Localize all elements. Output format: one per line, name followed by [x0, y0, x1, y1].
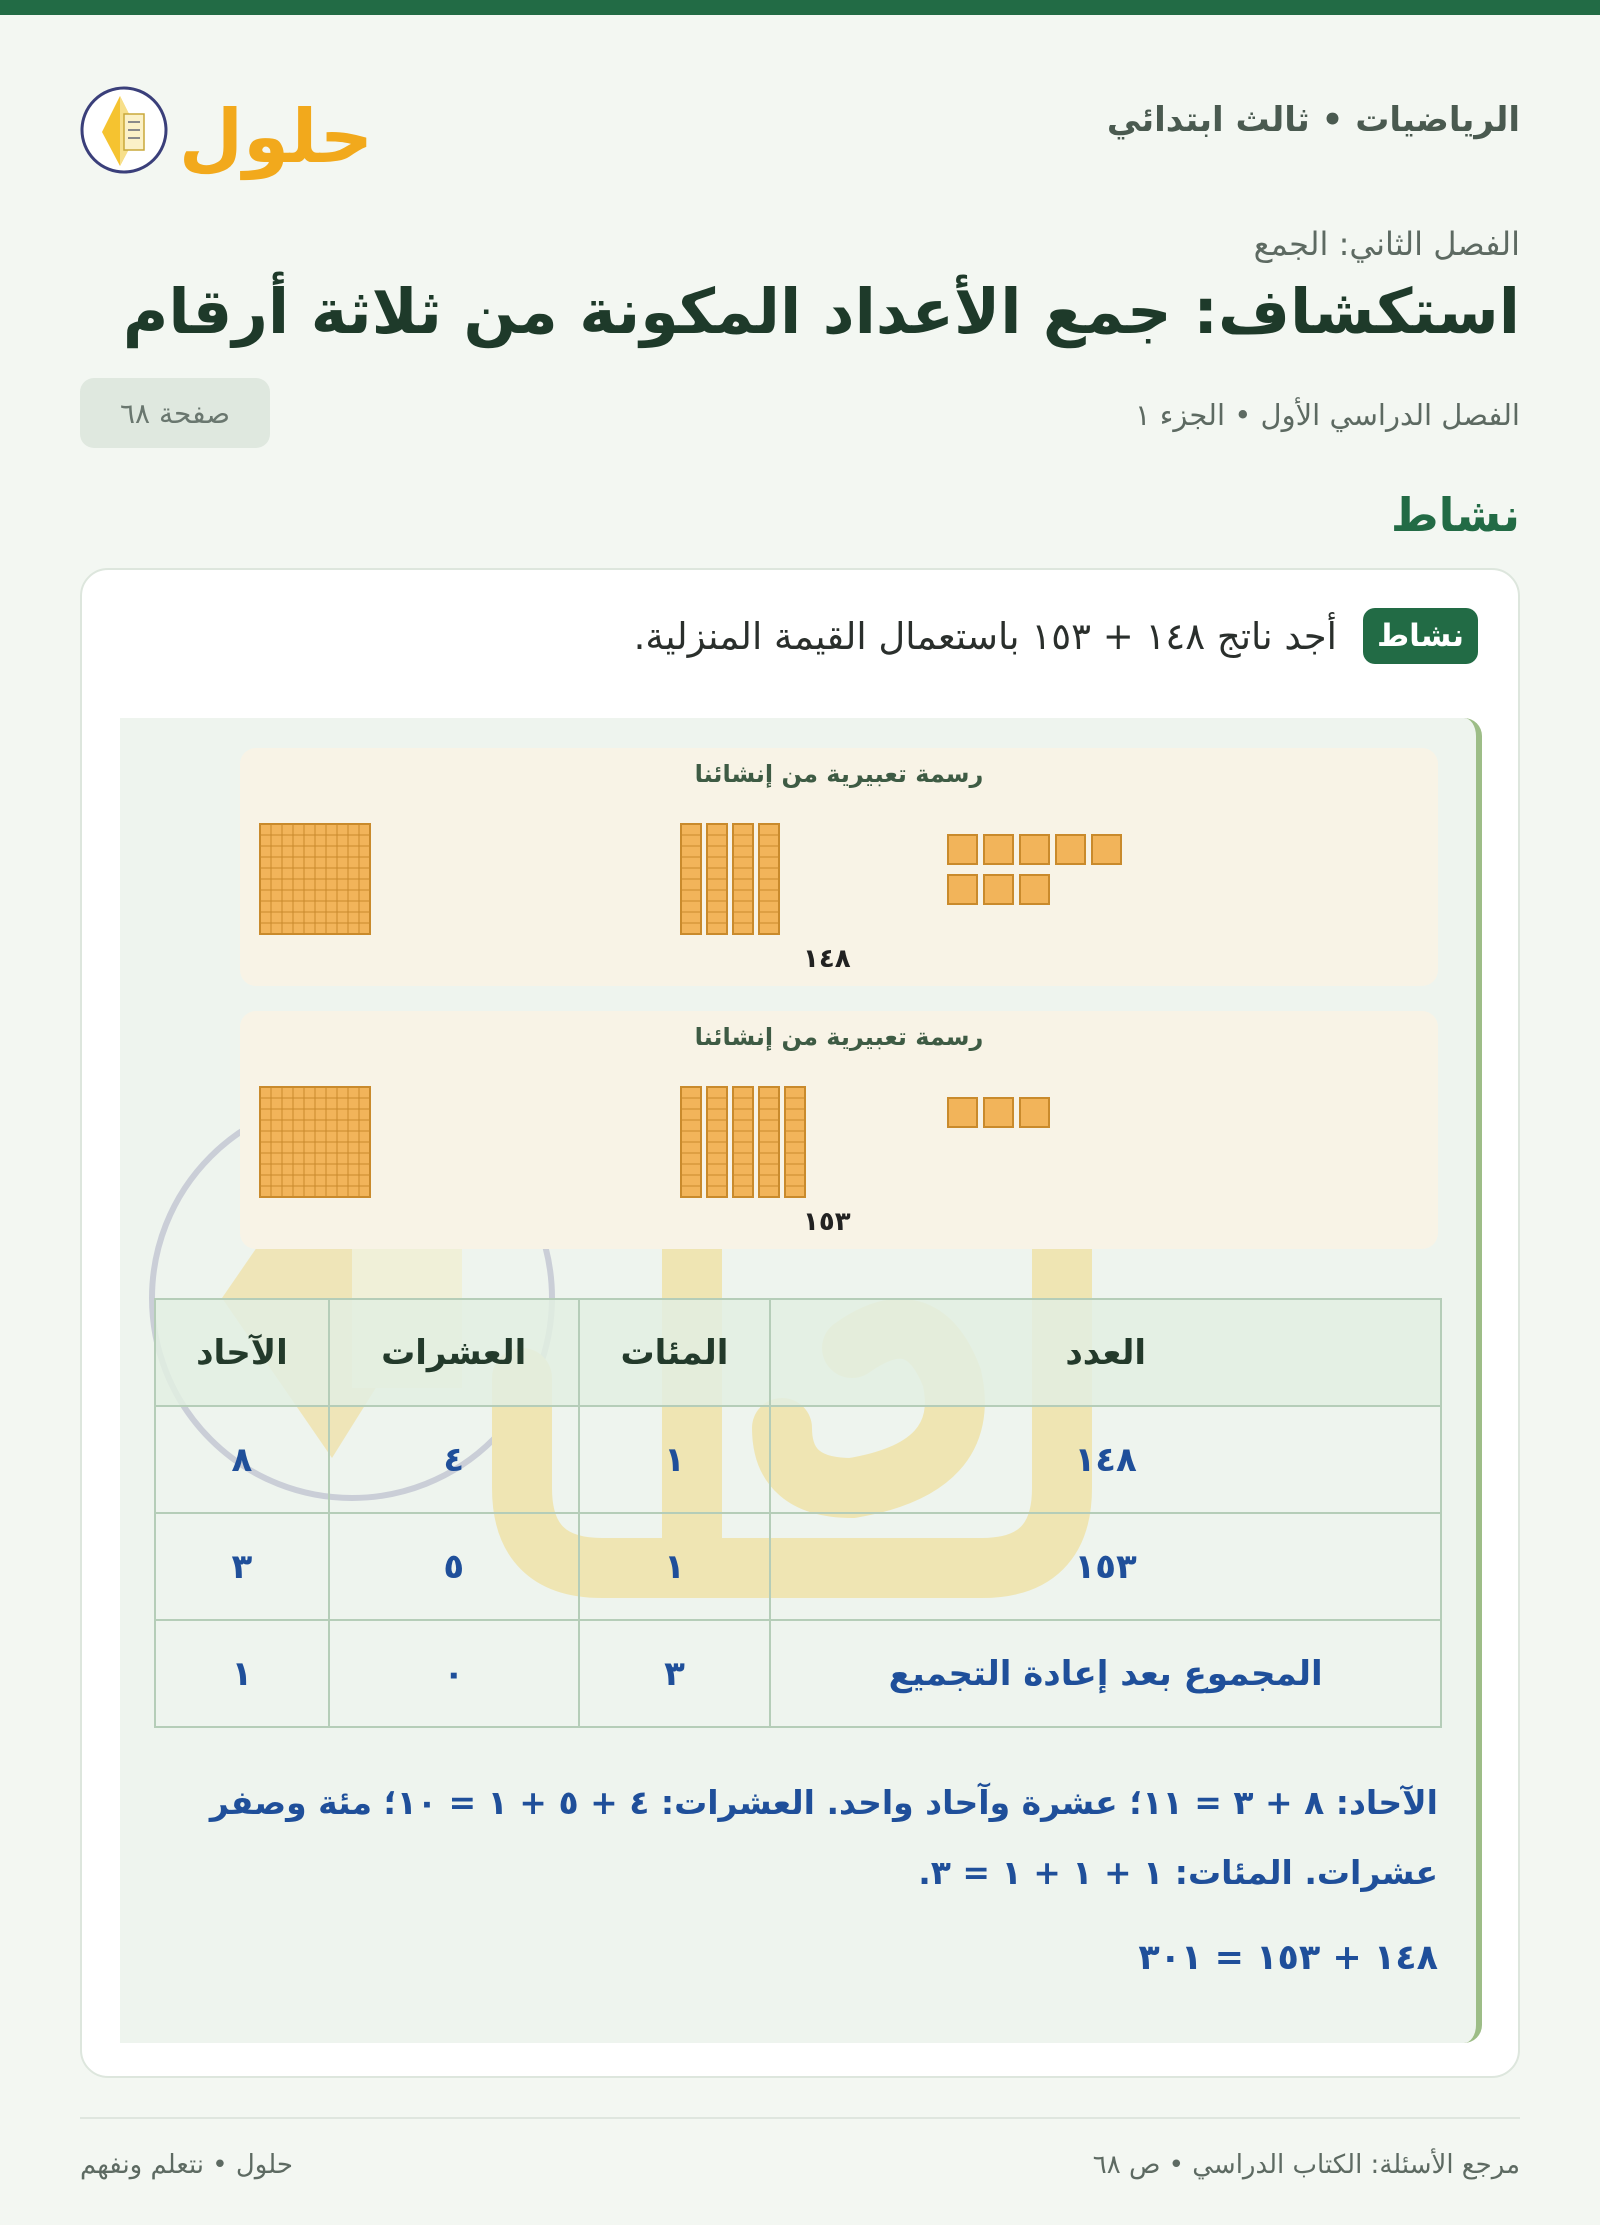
cell-hundreds: ١ [579, 1406, 771, 1513]
activity-card [80, 568, 1520, 2078]
ten-rod [733, 824, 753, 934]
activity-prompt: أجد ناتج ١٤٨ + ١٥٣ باستعمال القيمة المنزلية. [633, 614, 1337, 658]
ten-rod [707, 824, 727, 934]
base-ten-illustration-153 [240, 1011, 1438, 1249]
one-cube [984, 1098, 1013, 1127]
ten-rod [785, 1087, 805, 1197]
table-row [155, 1513, 1441, 1620]
subject-grade-label: الرياضيات • ثالث ابتدائي [1106, 100, 1520, 140]
ten-rod [681, 1087, 701, 1197]
solution-explanation: الآحاد: ٨ + ٣ = ١١؛ عشرة وآحاد واحد. العشرات: ٤ + ٥ + ١ = ١٠؛ مئة وصفر عشرات. المئات: ١ + ١ + ١ = ٣. [209, 1783, 1438, 1892]
page-header [80, 70, 1520, 190]
solution-panel [120, 718, 1482, 2043]
cell-hundreds: ٣ [579, 1620, 771, 1727]
illustration-number: ١٤٨ [803, 944, 851, 974]
illustration-caption: رسمة تعبيرية من إنشائنا [694, 760, 984, 788]
hundred-flat [260, 824, 370, 934]
illustration-number: ١٥٣ [803, 1207, 851, 1237]
page-title: استكشاف: جمع الأعداد المكونة من ثلاثة أرقام [122, 275, 1520, 348]
top-accent-bar [0, 0, 1600, 15]
ten-rod [733, 1087, 753, 1197]
footer-reference: مرجع الأسئلة: الكتاب الدراسي • ص ٦٨ [1092, 2150, 1520, 2180]
illustration-caption: رسمة تعبيرية من إنشائنا [694, 1023, 984, 1051]
one-cube [984, 875, 1013, 904]
base-ten-illustration-148 [240, 748, 1438, 986]
hulul-logo [80, 70, 380, 190]
page-number-badge: صفحة ٦٨ [80, 378, 270, 448]
table-row [155, 1406, 1441, 1513]
chapter-label: الفصل الثاني: الجمع [1253, 225, 1520, 263]
cell-number: ١٥٣ [770, 1513, 1441, 1620]
column-header-number: العدد [770, 1299, 1441, 1406]
cell-hundreds: ١ [579, 1513, 771, 1620]
ten-rod [681, 824, 701, 934]
one-cube [948, 835, 977, 864]
ten-rod [759, 824, 779, 934]
cell-ones: ٣ [155, 1513, 329, 1620]
column-header-tens: العشرات [329, 1299, 579, 1406]
one-cube [1092, 835, 1121, 864]
term-label: الفصل الدراسي الأول • الجزء ١ [1134, 398, 1520, 432]
cell-tens: ٥ [329, 1513, 579, 1620]
one-cube [984, 835, 1013, 864]
one-cube [1020, 1098, 1049, 1127]
place-value-table [154, 1298, 1442, 1728]
one-cube [948, 1098, 977, 1127]
one-cube [1020, 875, 1049, 904]
table-header-row [155, 1299, 1441, 1406]
cell-ones: ١ [155, 1620, 329, 1727]
footer-divider [80, 2117, 1520, 2119]
cell-sum-label: المجموع بعد إعادة التجميع [770, 1620, 1441, 1727]
column-header-ones: الآحاد [155, 1299, 329, 1406]
table-row-sum [155, 1620, 1441, 1727]
cell-tens: ٠ [329, 1620, 579, 1727]
ten-rod [759, 1087, 779, 1197]
logo-wordmark: حلول [178, 94, 374, 180]
one-cube [948, 875, 977, 904]
one-cube [1056, 835, 1085, 864]
section-heading: نشاط [1390, 488, 1520, 542]
one-cube [1020, 835, 1049, 864]
cell-tens: ٤ [329, 1406, 579, 1513]
ten-rod [707, 1087, 727, 1197]
footer-brand: حلول • نتعلم ونفهم [80, 2150, 293, 2180]
cell-ones: ٨ [155, 1406, 329, 1513]
activity-badge: نشاط [1363, 608, 1478, 664]
column-header-hundreds: المئات [579, 1299, 771, 1406]
activity-header [634, 608, 1478, 664]
cell-number: ١٤٨ [770, 1406, 1441, 1513]
final-answer-equation: ١٤٨ + ١٥٣ = ٣٠١ [1138, 1938, 1438, 1978]
hundred-flat [260, 1087, 370, 1197]
